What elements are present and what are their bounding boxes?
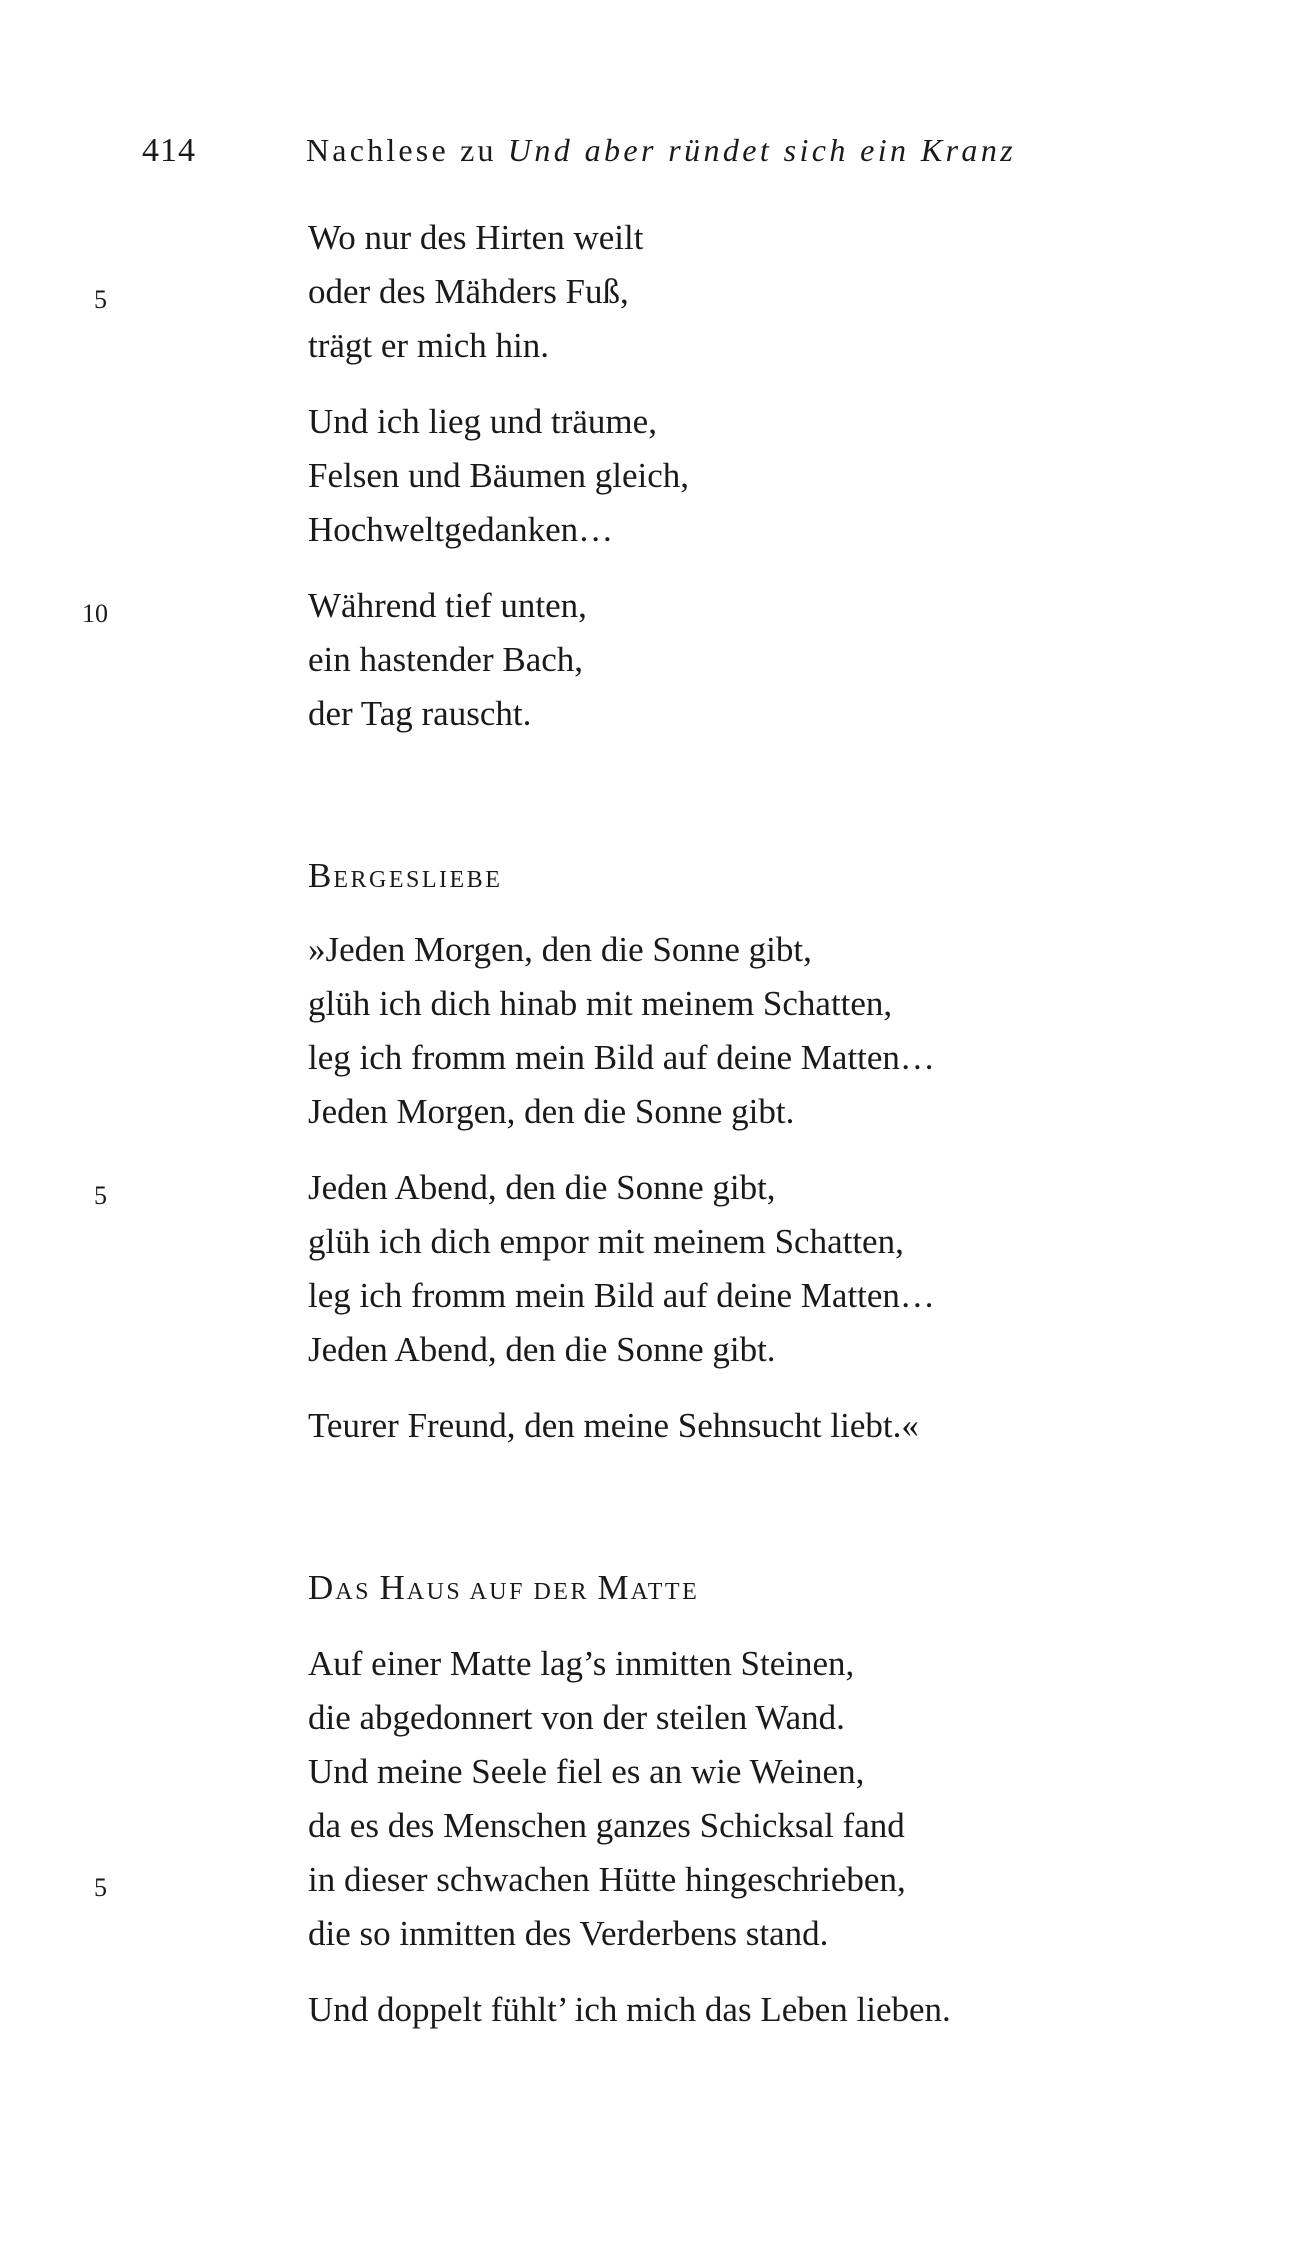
poem1-line: Wo nur des Hirten weilt: [308, 218, 644, 257]
poem2-line: Teurer Freund, den meine Sehnsucht liebt.«: [308, 1406, 919, 1445]
poem3-line: Und meine Seele fiel es an wie Weinen,: [308, 1752, 865, 1791]
poem3-line: da es des Menschen ganzes Schicksal fand: [308, 1806, 905, 1845]
poem1-line: Felsen und Bäumen gleich,: [308, 456, 690, 495]
poem1-line: der Tag rauscht.: [308, 694, 532, 733]
poem2-line: Jeden Abend, den die Sonne gibt,: [308, 1168, 776, 1207]
poem3-title: [308, 1570, 699, 1605]
poem1-line: oder des Mähders Fuß,: [308, 272, 629, 311]
title-initial: M: [597, 1568, 631, 1607]
poem3-line: die so inmitten des Verderbens stand.: [308, 1914, 829, 1953]
poem2-line: glüh ich dich hinab mit meinem Schatten,: [308, 984, 893, 1023]
title-initial: D: [308, 1568, 336, 1607]
poem2-line: »Jeden Morgen, den die Sonne gibt,: [308, 930, 812, 969]
poem1-line: Und ich lieg und träume,: [308, 402, 657, 441]
poem3-line: die abgedonnert von der steilen Wand.: [308, 1698, 845, 1737]
poem2-line: glüh ich dich empor mit meinem Schatten,: [308, 1222, 904, 1261]
title-initial: H: [379, 1568, 407, 1607]
poem1-line: trägt er mich hin.: [308, 326, 550, 365]
running-head-prefix: Nachlese zu: [306, 132, 508, 168]
line-number: 5: [94, 1873, 107, 1902]
title-smallcaps: ATTE: [630, 1579, 700, 1605]
line-number: 5: [94, 1181, 107, 1210]
poem2-line: leg ich fromm mein Bild auf deine Matten…: [308, 1276, 935, 1315]
page-number: 414: [142, 132, 196, 169]
poem1-line: Während tief unten,: [308, 586, 587, 625]
poem3-line: Auf einer Matte lag’s inmitten Steinen,: [308, 1644, 855, 1683]
poem1-line: ein hastender Bach,: [308, 640, 584, 679]
title-initial: B: [308, 856, 334, 895]
line-number: 5: [94, 285, 107, 314]
poem3-line: in dieser schwachen Hütte hingeschrieben,: [308, 1860, 906, 1899]
poem2-title: [308, 858, 502, 893]
poem3-line: Und doppelt fühlt’ ich mich das Leben lieben.: [308, 1990, 951, 2029]
poem1-line: Hochweltgedanken…: [308, 510, 614, 549]
title-smallcaps: AUS AUF DER: [406, 1579, 598, 1605]
running-head-title: Und aber ründet sich ein Kranz: [507, 132, 1017, 168]
poem2-line: Jeden Morgen, den die Sonne gibt.: [308, 1092, 795, 1131]
poem2-line: Jeden Abend, den die Sonne gibt.: [308, 1330, 776, 1369]
title-smallcaps: ERGESLIEBE: [333, 867, 503, 893]
running-head: [306, 132, 1016, 169]
poem2-line: leg ich fromm mein Bild auf deine Matten…: [308, 1038, 935, 1077]
line-number: 10: [82, 599, 108, 628]
title-smallcaps: AS: [335, 1579, 380, 1605]
